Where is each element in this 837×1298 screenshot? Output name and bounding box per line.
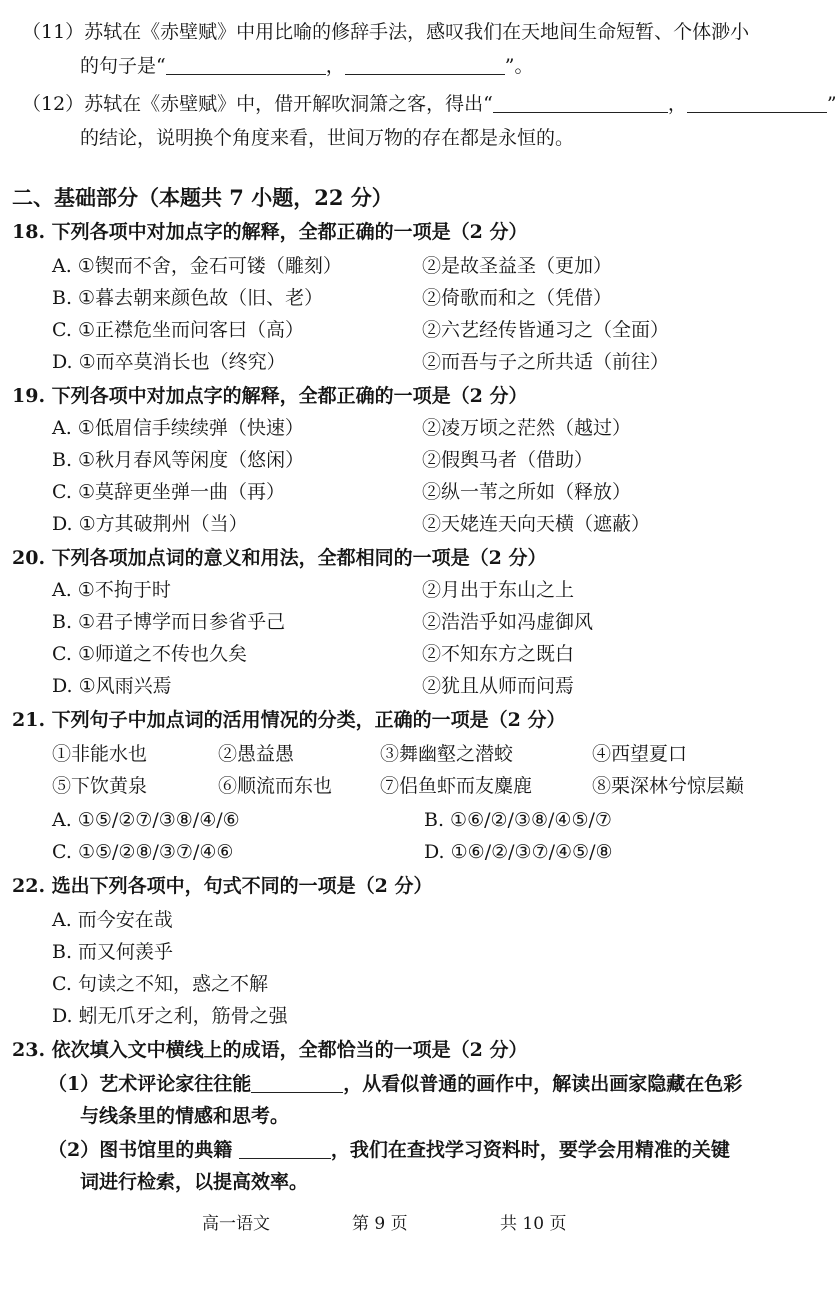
q18-option-b (0, 284, 800, 312)
q18-stem: 18. 下列各项中对加点字的解释，全都正确的一项是（2 分） (12, 221, 528, 243)
q21-option-a: A. ①⑤/②⑦/③⑧/④/⑥ (52, 809, 240, 831)
page-footer (0, 1210, 800, 1238)
q11-text: （11）苏轼在《赤壁赋》中用比喻的修辞手法，感叹我们在天地间生命短暂、个体渺小 (22, 21, 750, 43)
q20-a-left: A. ①不拘于时 (52, 579, 171, 601)
q22-option-a (0, 906, 800, 934)
q12-sep: ， (667, 93, 687, 115)
q23-s1-line2 (0, 1102, 800, 1130)
q21-item-5: ⑤下饮黄泉 (52, 775, 148, 797)
q11-line2 (0, 52, 800, 80)
q19-c-left: C. ①莫辞更坐弹一曲（再） (52, 481, 285, 503)
q21-item-6: ⑥顺流而东也 (218, 775, 333, 797)
footer-page-number: 第 9 页 (352, 1214, 408, 1234)
q12-suffix: ” (826, 93, 837, 115)
q23-s1-line1 (0, 1070, 800, 1098)
q21-item-4: ④西望夏口 (592, 743, 688, 765)
q22-b: B. 而又何羡乎 (52, 941, 174, 963)
q19-d-left: D. ①方其破荆州（当） (52, 513, 248, 535)
q20-a-right: ②月出于东山之上 (422, 579, 575, 601)
q21-items-row-1 (0, 740, 800, 768)
q19-c-right: ②纵一苇之所如（释放） (422, 481, 632, 503)
q19-stem: 19. 下列各项中对加点字的解释，全都正确的一项是（2 分） (12, 385, 528, 407)
q18-c-left: C. ①正襟危坐而问客曰（高） (52, 319, 304, 341)
q20-d-left: D. ①风雨兴焉 (52, 675, 172, 697)
q18-d-right: ②而吾与子之所共适（前往） (422, 351, 670, 373)
q18-b-right: ②倚歌而和之（凭借） (422, 287, 613, 309)
q19-a-left: A. ①低眉信手续续弹（快速） (52, 417, 304, 439)
q18-option-a (0, 252, 800, 280)
q21-options-row-1 (0, 806, 800, 834)
q20-stem-line (0, 544, 800, 572)
q12-prefix: （12）苏轼在《赤壁赋》中，借开解吹洞箫之客，得出“ (22, 93, 493, 115)
q19-option-c (0, 478, 800, 506)
q20-option-b (0, 608, 800, 636)
q20-c-right: ②不知东方之既白 (422, 643, 575, 665)
q18-a-left: A. ①锲而不舍，金石可镂（雕刻） (52, 255, 342, 277)
q23-s1-suffix: ，从看似普通的画作中，解读出画家隐藏在色彩 (343, 1073, 743, 1095)
q20-b-right: ②浩浩乎如冯虚御风 (422, 611, 594, 633)
q12-line2 (0, 124, 800, 152)
q20-option-d (0, 672, 800, 700)
q20-d-right: ②犹且从师而问焉 (422, 675, 575, 697)
q22-c: C. 句读之不知，惑之不解 (52, 973, 268, 995)
q22-stem: 22. 选出下列各项中，句式不同的一项是（2 分） (12, 875, 433, 897)
q21-stem: 21. 下列句子中加点词的活用情况的分类，正确的一项是（2 分） (12, 709, 566, 731)
q18-a-right: ②是故圣益圣（更加） (422, 255, 613, 277)
q19-stem-line (0, 382, 800, 410)
q23-s2-line2 (0, 1168, 800, 1196)
q23-s2-prefix: （2）图书馆里的典籍 (48, 1139, 239, 1161)
q18-option-c (0, 316, 800, 344)
q12-blank-2 (687, 92, 827, 113)
q21-option-b: B. ①⑥/②/③⑧/④⑤/⑦ (424, 809, 612, 831)
q23-s2-line1 (0, 1136, 800, 1164)
q23-s2-suffix: ，我们在查找学习资料时，要学会用精准的关键 (330, 1139, 730, 1161)
q21-option-d: D. ①⑥/②/③⑦/④⑤/⑧ (424, 841, 613, 863)
q23-s1-prefix: （1）艺术评论家往往能 (48, 1073, 252, 1095)
q19-option-a (0, 414, 800, 442)
q23-s2-blank (239, 1138, 331, 1159)
q18-option-d (0, 348, 800, 376)
q19-b-left: B. ①秋月春风等闲度（悠闲） (52, 449, 305, 471)
q21-item-3: ③舞幽壑之潜蛟 (380, 743, 514, 765)
q22-a: A. 而今安在哉 (52, 909, 173, 931)
q22-option-d (0, 1002, 800, 1030)
q20-option-c (0, 640, 800, 668)
q23-s2-text2: 词进行检索，以提高效率。 (80, 1171, 309, 1193)
q11-prefix: 的句子是“ (80, 55, 166, 77)
q19-option-b (0, 446, 800, 474)
q20-c-left: C. ①师道之不传也久矣 (52, 643, 247, 665)
footer-total-pages: 共 10 页 (500, 1214, 567, 1234)
q22-d: D. 蚓无爪牙之利，筋骨之强 (52, 1005, 288, 1027)
q11-blank-2 (345, 54, 505, 75)
q21-item-1: ①非能水也 (52, 743, 148, 765)
q20-b-left: B. ①君子博学而日参省乎己 (52, 611, 286, 633)
q11-line1 (0, 18, 800, 46)
q19-d-right: ②天姥连天向天横（遮蔽） (422, 513, 651, 535)
q21-option-c: C. ①⑤/②⑧/③⑦/④⑥ (52, 841, 234, 863)
q23-stem: 23. 依次填入文中横线上的成语，全都恰当的一项是（2 分） (12, 1039, 528, 1061)
q11-suffix: ”。 (504, 55, 534, 77)
q18-stem-line (0, 218, 800, 246)
q23-s1-text2: 与线条里的情感和思考。 (80, 1105, 290, 1127)
q19-b-right: ②假舆马者（借助） (422, 449, 594, 471)
q18-b-left: B. ①暮去朝来颜色故（旧、老） (52, 287, 324, 309)
q21-items-row-2 (0, 772, 800, 800)
q18-d-left: D. ①而卒莫消长也（终究） (52, 351, 286, 373)
q21-item-8: ⑧栗深林兮惊层巅 (592, 775, 745, 797)
q22-option-c (0, 970, 800, 998)
q21-stem-line (0, 706, 800, 734)
q23-s1-blank (251, 1072, 343, 1093)
q20-option-a (0, 576, 800, 604)
footer-subject: 高一语文 (202, 1214, 270, 1234)
q11-blank-1 (166, 54, 326, 75)
q21-options-row-2 (0, 838, 800, 866)
q12-blank-1 (493, 92, 668, 113)
section-2-title: 二、基础部分（本题共 7 小题，22 分） (12, 185, 393, 210)
q18-c-right: ②六艺经传皆通习之（全面） (422, 319, 670, 341)
q23-stem-line (0, 1036, 800, 1064)
q21-item-2: ②愚益愚 (218, 743, 295, 765)
q21-item-7: ⑦侣鱼虾而友麋鹿 (380, 775, 533, 797)
q22-option-b (0, 938, 800, 966)
q19-a-right: ②凌万顷之茫然（越过） (422, 417, 632, 439)
q11-sep: ， (325, 55, 345, 77)
q19-option-d (0, 510, 800, 538)
q20-stem: 20. 下列各项加点词的意义和用法，全都相同的一项是（2 分） (12, 547, 547, 569)
q12-line1 (0, 90, 837, 118)
q12-text2: 的结论，说明换个角度来看，世间万物的存在都是永恒的。 (80, 127, 575, 149)
q22-stem-line (0, 872, 800, 900)
section-2-heading (0, 184, 800, 212)
